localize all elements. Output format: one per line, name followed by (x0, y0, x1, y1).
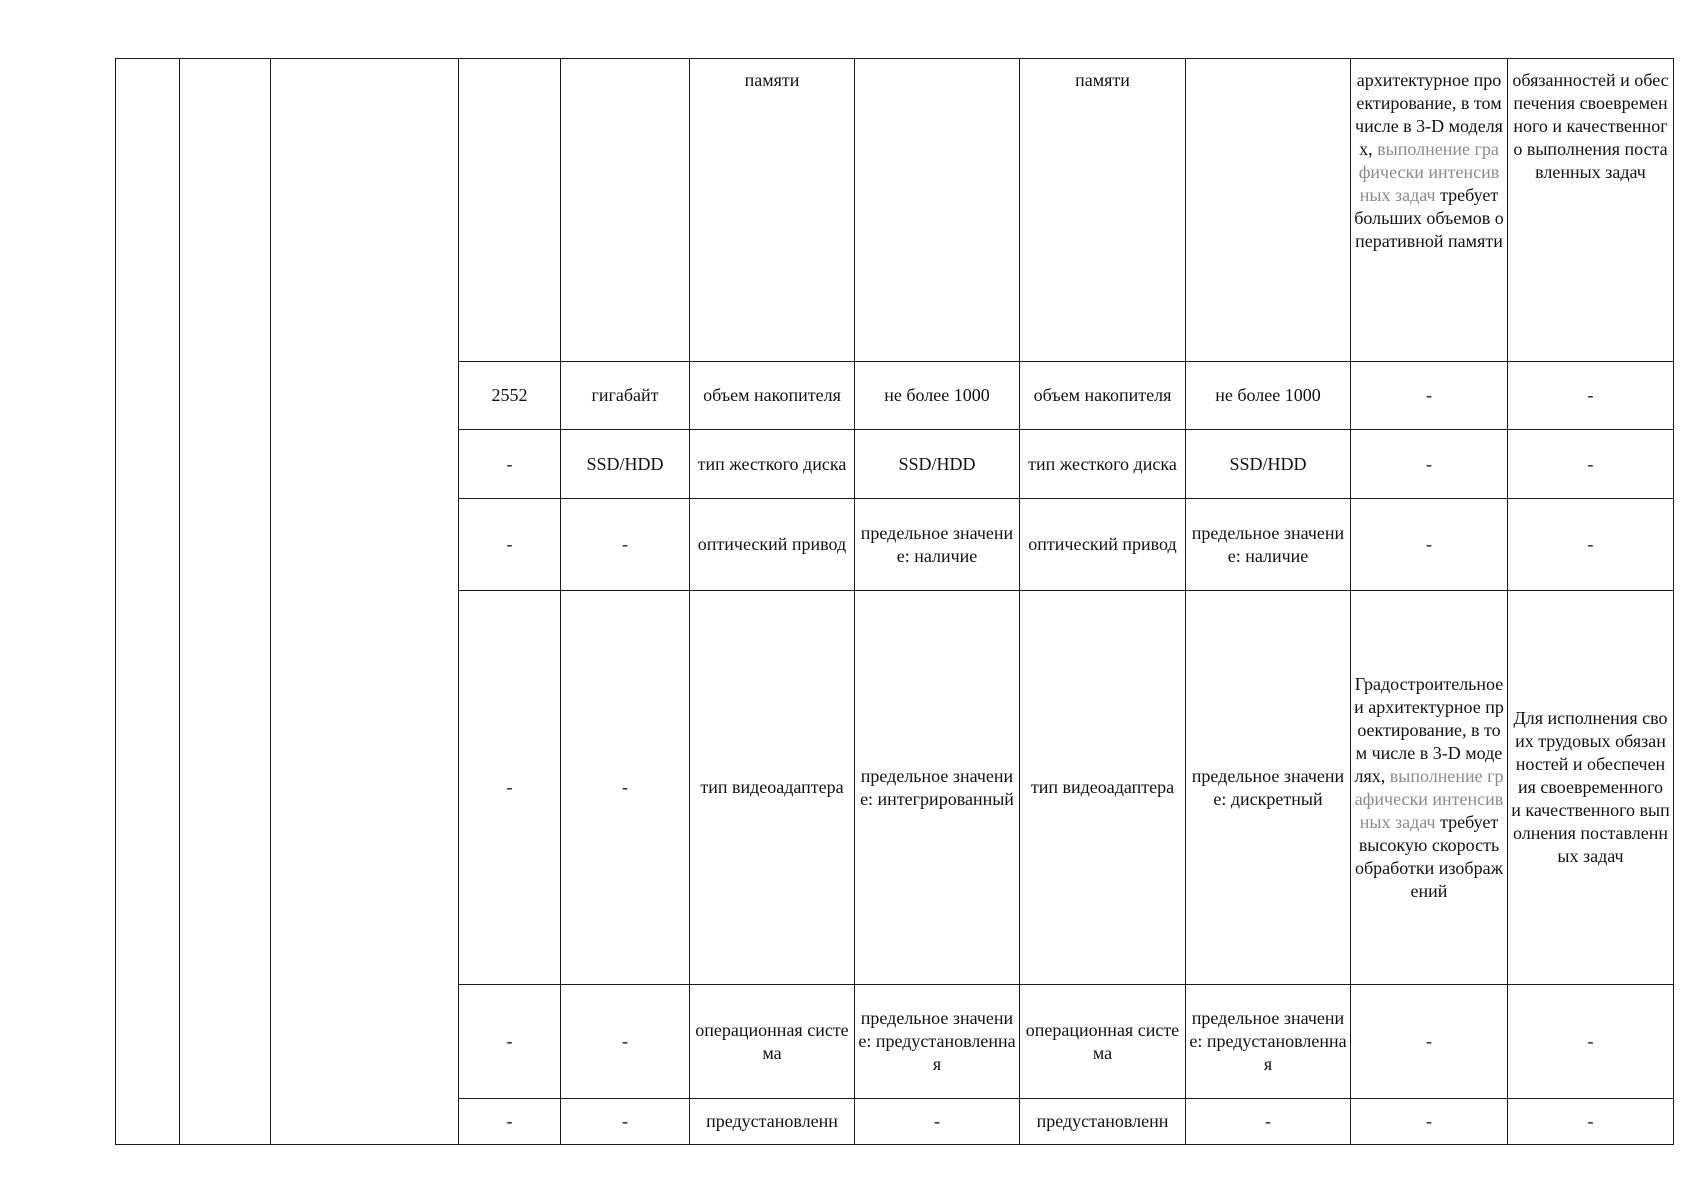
purpose-cell: - (1508, 985, 1674, 1099)
value-limit-cell: предельное значение: дискретный (1186, 591, 1351, 985)
unit-cell: - (561, 1099, 690, 1145)
purpose-cell: Для исполнения своих трудовых обязанностей и обеспечения своевременного и качественного выполнения поставленных задач (1508, 591, 1674, 985)
characteristic-cell: объем накопителя (690, 362, 855, 430)
value-limit-cell (1186, 59, 1351, 362)
unit-cell (561, 59, 690, 362)
justification-text: - (1426, 453, 1432, 474)
justification-cell (1351, 362, 1508, 430)
justification-cell (1351, 591, 1508, 985)
characteristic-cell: предустановленн (1020, 1099, 1186, 1145)
justification-cell (1351, 1099, 1508, 1145)
justification-text: требует высокую скорость обработки изображений (1354, 811, 1504, 901)
justification-text: Градостроительное и архитектурное проектирование, в том числе в 3-D моделях, (1354, 673, 1504, 786)
justification-text: - (1426, 1111, 1432, 1131)
characteristic-cell: тип видеоадаптера (690, 591, 855, 985)
justification-cell (1351, 985, 1508, 1099)
blank-code-cell (180, 59, 271, 1145)
unit-cell: гигабайт (561, 362, 690, 430)
value-limit-cell: предельное значение: предустановленная (1186, 985, 1351, 1099)
value-limit-cell: предельное значение: наличие (1186, 499, 1351, 591)
characteristic-cell: оптический привод (690, 499, 855, 591)
justification-faded-text: выполнение графически интенсивных задач (1354, 765, 1504, 832)
characteristic-cell: операционная система (1020, 985, 1186, 1099)
characteristic-cell: оптический привод (1020, 499, 1186, 591)
value-limit-cell: не более 1000 (1186, 362, 1351, 430)
purpose-cell: - (1508, 499, 1674, 591)
okei-code-cell: 2552 (459, 362, 561, 430)
requirements-table (115, 58, 1674, 1145)
value-limit-cell: предельное значение: наличие (855, 499, 1020, 591)
okei-code-cell (459, 59, 561, 362)
okei-code-cell: - (459, 1099, 561, 1145)
justification-cell (1351, 430, 1508, 499)
table-row (116, 59, 1674, 362)
justification-text: - (1426, 534, 1432, 554)
value-limit-cell: - (855, 1099, 1020, 1145)
purpose-cell: - (1508, 430, 1674, 499)
characteristic-cell: предустановленн (690, 1099, 855, 1145)
value-limit-cell (855, 59, 1020, 362)
purpose-cell: - (1508, 362, 1674, 430)
okei-code-cell: - (459, 985, 561, 1099)
characteristic-cell: памяти (1020, 59, 1186, 362)
justification-text: - (1426, 1031, 1432, 1051)
justification-text: архитектурное проектирование, в том числе в 3-D моделях, (1355, 70, 1503, 159)
characteristic-cell: операционная система (690, 985, 855, 1099)
purpose-cell: обязанностей и обеспечения своевременного и качественного выполнения поставленных задач (1508, 59, 1674, 362)
justification-text: - (1426, 385, 1432, 405)
unit-cell: SSD/HDD (561, 430, 690, 499)
characteristic-cell: тип видеоадаптера (1020, 591, 1186, 985)
justification-faded-text: выполнение графически интенсивных задач (1358, 139, 1500, 205)
value-limit-cell: SSD/HDD (1186, 430, 1351, 499)
blank-name-cell (271, 59, 459, 1145)
justification-text: требует больших объемов оперативной памяти (1354, 185, 1504, 251)
characteristic-cell: объем накопителя (1020, 362, 1186, 430)
justification-cell (1351, 59, 1508, 362)
value-limit-cell: - (1186, 1099, 1351, 1145)
unit-cell: - (561, 499, 690, 591)
value-limit-cell: не более 1000 (855, 362, 1020, 430)
blank-number-cell (116, 59, 180, 1145)
value-limit-cell: предельное значение: интегрированный (855, 591, 1020, 985)
purpose-cell: - (1508, 1099, 1674, 1145)
unit-cell: - (561, 591, 690, 985)
value-limit-cell: SSD/HDD (855, 430, 1020, 499)
justification-cell (1351, 499, 1508, 591)
okei-code-cell: - (459, 499, 561, 591)
value-limit-cell: предельное значение: предустановленная (855, 985, 1020, 1099)
characteristic-cell: памяти (690, 59, 855, 362)
characteristic-cell: тип жесткого диска (690, 430, 855, 499)
okei-code-cell: - (459, 430, 561, 499)
okei-code-cell: - (459, 591, 561, 985)
unit-cell: - (561, 985, 690, 1099)
characteristic-cell: тип жесткого диска (1020, 430, 1186, 499)
